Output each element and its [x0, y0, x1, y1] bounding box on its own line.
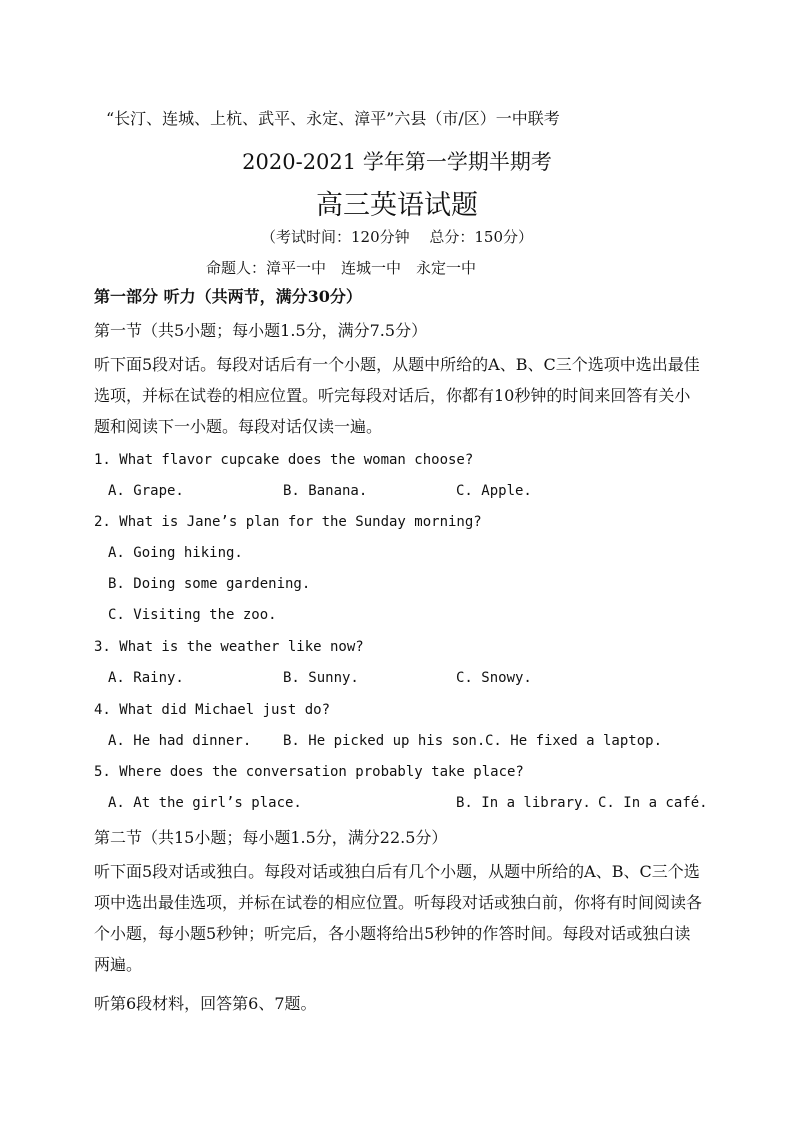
- section1-heading: 第一节（共5小题；每小题1.5分，满分7.5分）: [94, 321, 428, 340]
- question-3: 3. What is the weather like now?: [94, 639, 364, 655]
- part1-heading: 第一部分 听力（共两节，满分30分）: [94, 287, 362, 306]
- q3-option-c: C. Snowy.: [456, 670, 532, 686]
- material-6-note: 听第6段材料，回答第6、7题。: [94, 994, 317, 1013]
- q1-option-c: C. Apple.: [456, 483, 532, 499]
- q2-option-b: B. Doing some gardening.: [108, 576, 311, 592]
- q1-option-b: B. Banana.: [283, 483, 368, 499]
- joint-exam-schools: “长汀、连城、上杭、武平、永定、漳平”六县（市/区）一中联考: [106, 109, 560, 128]
- q1-option-a: A. Grape.: [108, 483, 184, 499]
- q4-option-a: A. He had dinner.: [108, 733, 252, 749]
- section2-instructions: 听下面5段对话或独白。每段对话或独白后有几个小题，从题中所给的A、B、C三个选项中选出最佳选项，并标在试卷的相应位置。听每段对话或独白前，你将有时间阅读各个小题，每小题5秒钟；听完后，各小题将给出5秒钟的作答时间。每段对话或独白读两遍。: [94, 862, 703, 974]
- q3-option-b: B. Sunny.: [283, 670, 359, 686]
- exam-title: 高三英语试题: [316, 190, 478, 221]
- section1-instructions: 听下面5段对话。每段对话后有一个小题，从题中所给的A、B、C三个选项中选出最佳选项，并标在试卷的相应位置。听完每段对话后，你都有10秒钟的时间来回答有关小题和阅读下一小题。每段对话仅读一遍。: [94, 355, 700, 436]
- q5-option-c: C. In a café.: [598, 795, 708, 811]
- q3-option-a: A. Rainy.: [108, 670, 184, 686]
- q4-option-c: C. He fixed a laptop.: [485, 733, 663, 749]
- question-1: 1. What flavor cupcake does the woman choose?: [94, 452, 474, 468]
- q5-option-a: A. At the girl’s place.: [108, 795, 302, 811]
- q2-option-a: A. Going hiking.: [108, 545, 243, 561]
- question-authors: 命题人：漳平一中 连城一中 永定一中: [206, 259, 477, 277]
- question-2: 2. What is Jane’s plan for the Sunday morning?: [94, 514, 482, 530]
- q4-option-b: B. He picked up his son.: [283, 733, 486, 749]
- question-4: 4. What did Michael just do?: [94, 702, 331, 718]
- q2-option-c: C. Visiting the zoo.: [108, 607, 277, 623]
- question-5: 5. Where does the conversation probably take place?: [94, 764, 524, 780]
- section2-heading: 第二节（共15小题；每小题1.5分，满分22.5分）: [94, 828, 448, 847]
- q5-option-b: B. In a library.: [456, 795, 591, 811]
- exam-time-score: （考试时间：120分钟 总分：150分）: [260, 228, 534, 246]
- academic-term: 2020-2021 学年第一学期半期考: [242, 150, 552, 174]
